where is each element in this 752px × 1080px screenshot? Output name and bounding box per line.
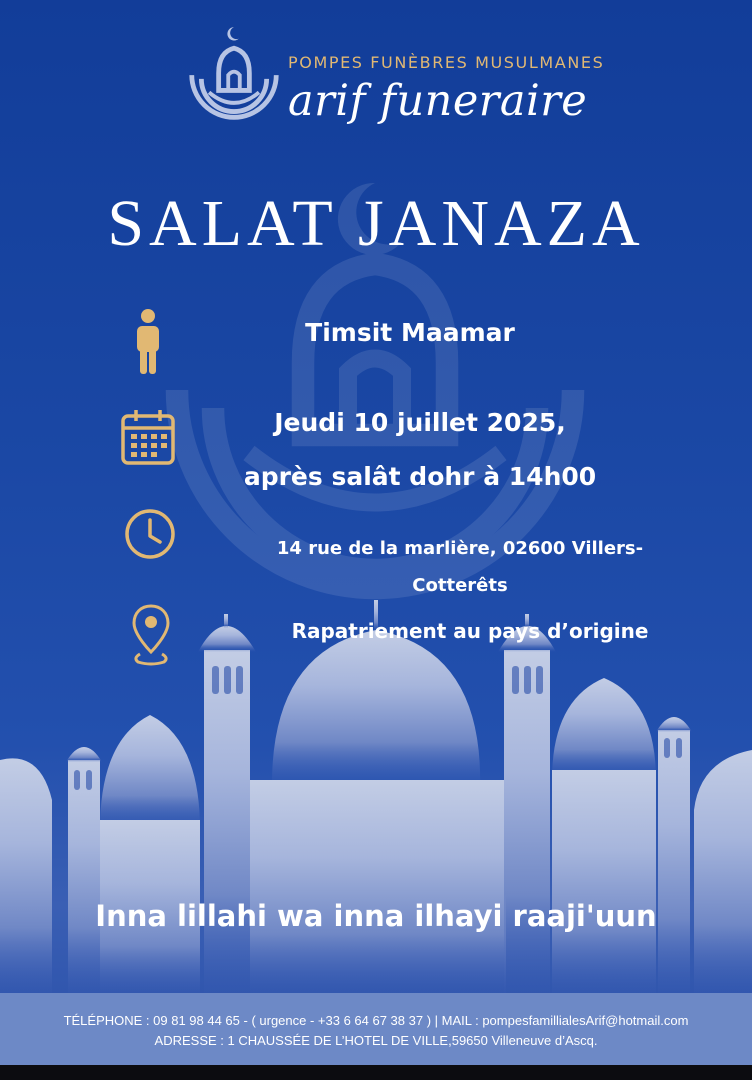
time-line: après salât dohr à 14h00 [243,462,597,491]
address-line-1: 14 rue de la marlière, 02600 Villers- [276,538,644,559]
closing-phrase: Inna lillahi wa inna ilhayi raaji'uun [95,899,657,933]
address-line-2: Cotterêts [412,575,508,596]
mosque-silhouette [0,590,752,1000]
bottom-bar [0,1065,752,1080]
calendar-icon [120,408,176,466]
ceremony-date [230,396,610,504]
clock-icon [124,508,176,560]
page-title: SALAT JANAZA [107,187,645,260]
repatriation-note: Rapatriement au pays d’origine [291,619,649,643]
logo-tagline: POMPES FUNÈBRES MUSULMANES [288,53,605,72]
ceremony-address [260,530,660,604]
logo-wordmark: arif funeraire [288,76,588,126]
footer [0,993,752,1065]
footer-contact: TÉLÉPHONE : 09 81 98 44 65 - ( urgence - +33 6 64 67 38 37 ) | MAIL : pompesfamillialesArif@hotmail.com [63,1013,689,1028]
location-pin-icon [130,602,172,666]
logo-emblem-icon [186,22,282,132]
person-icon [133,308,163,376]
deceased-name: Timsit Maamar [305,318,515,347]
date-line: Jeudi 10 juillet 2025, [274,408,566,437]
footer-address: ADRESSE : 1 CHAUSSÉE DE L’HOTEL DE VILLE,59650 Villeneuve d’Ascq. [154,1033,598,1048]
